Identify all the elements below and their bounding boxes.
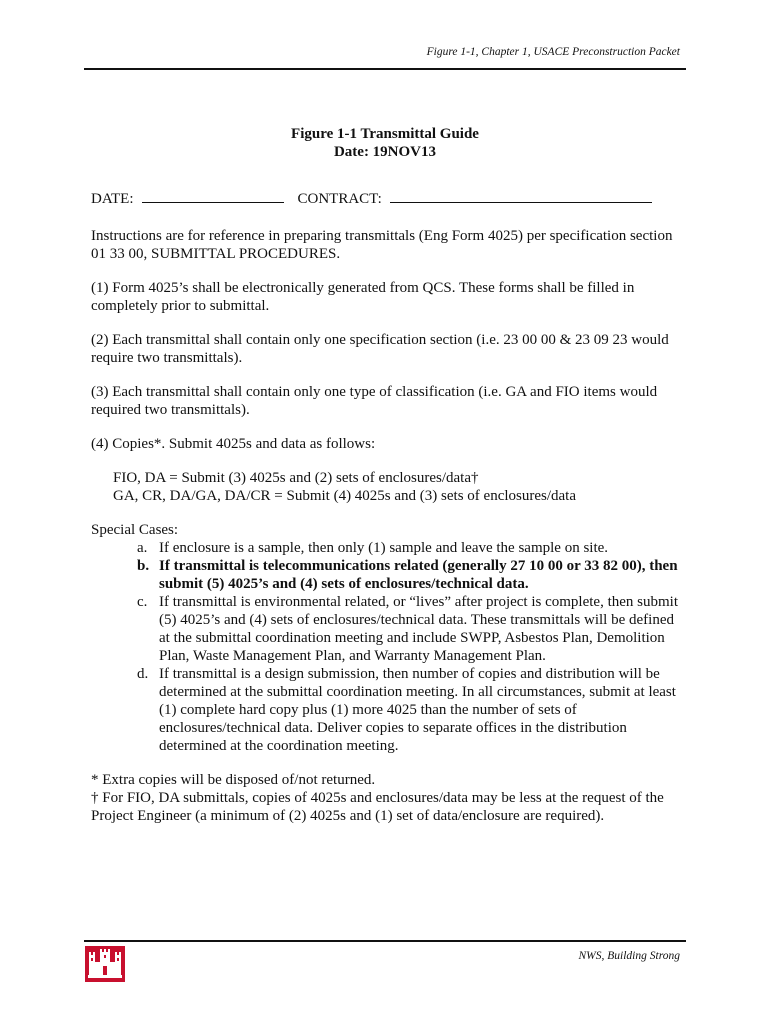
field-row (91, 190, 681, 208)
case-marker: b. (137, 558, 150, 574)
item-2: (2) Each transmittal shall contain only one specification section (i.e. 23 00 00 & 23 09 23 would require two transmittals). (91, 332, 669, 366)
title-block (0, 125, 770, 161)
document-title: Figure 1-1 Transmittal Guide (291, 126, 479, 142)
castle-logo-icon (85, 946, 125, 982)
content (91, 190, 681, 825)
item-1: (1) Form 4025’s shall be electronically generated from QCS. These forms shall be filled in completely prior to submittal. (91, 280, 635, 314)
footer-rule (84, 940, 686, 942)
item-4: (4) Copies*. Submit 4025s and data as follows: (91, 436, 376, 452)
contract-label: CONTRACT: (297, 191, 382, 207)
special-cases-title: Special Cases: (91, 522, 179, 538)
footnote-fio-da: † For FIO, DA submittals, copies of 4025s and enclosures/data may be less at the request of the Project Engineer (a minimum of (2) 4025s and (1) set of data/enclosure are required). (91, 790, 664, 824)
special-case-c (137, 593, 681, 665)
item-3: (3) Each transmittal shall contain only one type of classification (i.e. GA and FIO items would required two transmittals). (91, 384, 658, 418)
date-blank[interactable] (142, 190, 284, 203)
footnotes (91, 771, 681, 825)
date-label: DATE: (91, 191, 134, 207)
special-case-a (137, 539, 681, 557)
case-text: If transmittal is telecommunications related (generally 27 10 00 or 33 82 00), then submit (5) 4025’s and (4) sets of enclosures/technical data. (159, 558, 678, 592)
copies-line-fio: FIO, DA = Submit (3) 4025s and (2) sets of enclosures/data† (113, 470, 479, 486)
special-case-b (137, 557, 681, 593)
copies-line-ga: GA, CR, DA/GA, DA/CR = Submit (4) 4025s and (3) sets of enclosures/data (113, 488, 577, 504)
footer-caption: NWS, Building Strong (578, 950, 680, 962)
document-date: Date: 19NOV13 (333, 144, 437, 160)
footnote-extra-copies: * Extra copies will be disposed of/not returned. (91, 772, 376, 788)
case-marker: c. (137, 594, 148, 610)
special-case-d (137, 665, 681, 755)
contract-blank[interactable] (390, 190, 652, 203)
case-marker: a. (137, 540, 148, 556)
case-text: If transmittal is a design submission, then number of copies and distribution will be determined at the submittal coordination meeting. In all circumstances, submit at least (1) complete hard copy plus (1) more 4025 than the number of sets of enclosures/technical data. Deliver copies to separate offices in the distribution determined at the coordination meeting. (159, 666, 676, 754)
copies-list (113, 469, 681, 505)
case-text: If transmittal is environmental related, or “lives” after project is complete, then submit (5) 4025’s and (4) sets of enclosures/technical data. These transmittals will be defined at the submittal coordination meeting and include SWPP, Asbestos Plan, Demolition Plan, Waste Management Plan, and Warranty Management Plan. (159, 594, 678, 664)
special-cases-list (91, 539, 681, 755)
header-rule (84, 68, 686, 70)
intro-paragraph: Instructions are for reference in preparing transmittals (Eng Form 4025) per specification section 01 33 00, SUBMITTAL PROCEDURES. (91, 228, 673, 262)
header-caption: Figure 1-1, Chapter 1, USACE Preconstruction Packet (426, 46, 680, 58)
case-text: If enclosure is a sample, then only (1) sample and leave the sample on site. (159, 540, 609, 556)
case-marker: d. (137, 666, 149, 682)
